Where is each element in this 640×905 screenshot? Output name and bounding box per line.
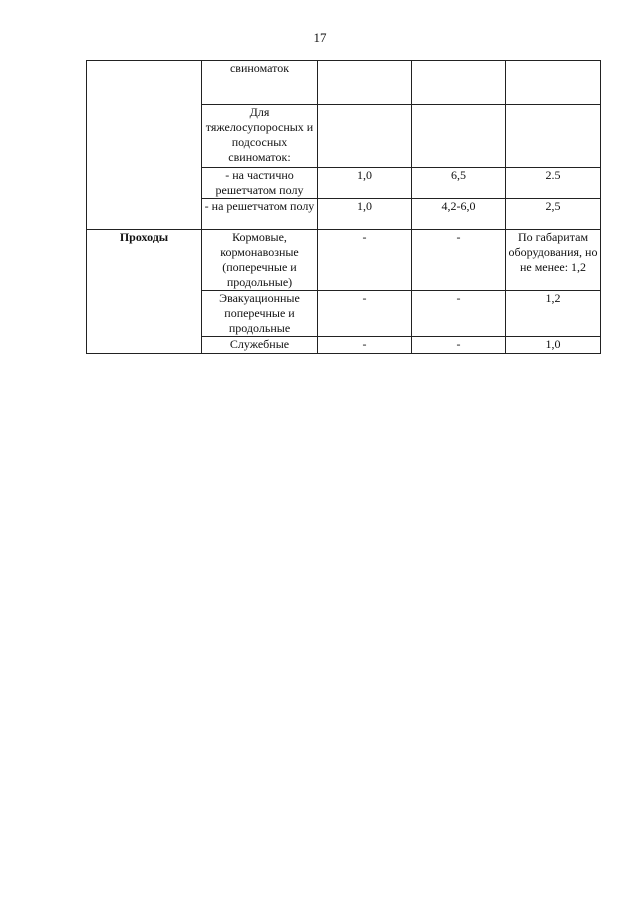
table-cell: 6,5 bbox=[412, 168, 506, 199]
spec-table bbox=[86, 60, 601, 354]
table-cell bbox=[87, 61, 202, 230]
table-cell: - bbox=[412, 337, 506, 354]
table-cell: Кормовые, кормонавозные (поперечные и продольные) bbox=[202, 230, 318, 291]
table-cell: - bbox=[412, 230, 506, 291]
table-cell bbox=[318, 61, 412, 105]
table-cell: 1,0 bbox=[506, 337, 601, 354]
table-cell: - на частично решетчатом полу bbox=[202, 168, 318, 199]
table-cell bbox=[318, 105, 412, 168]
table-row bbox=[87, 230, 601, 291]
table-cell: - bbox=[318, 337, 412, 354]
table-cell: Эвакуационные поперечные и продольные bbox=[202, 291, 318, 337]
section-label: Проходы bbox=[87, 230, 202, 354]
table-cell: По габаритам оборудования, но не менее: 1,2 bbox=[506, 230, 601, 291]
table-cell: - bbox=[412, 291, 506, 337]
table-cell: свиноматок bbox=[202, 61, 318, 105]
table-cell: - bbox=[318, 230, 412, 291]
table-cell: - на решетчатом полу bbox=[202, 199, 318, 230]
table-cell bbox=[412, 61, 506, 105]
table-cell: 1,0 bbox=[318, 168, 412, 199]
table-cell bbox=[506, 61, 601, 105]
table-cell bbox=[506, 105, 601, 168]
table-cell: Для тяжелосупоросных и подсосных свиноматок: bbox=[202, 105, 318, 168]
table-cell: 4,2-6,0 bbox=[412, 199, 506, 230]
table-cell: 2,5 bbox=[506, 199, 601, 230]
table-cell bbox=[412, 105, 506, 168]
page-number: 17 bbox=[313, 30, 327, 45]
table-cell: Служебные bbox=[202, 337, 318, 354]
table-cell: 2.5 bbox=[506, 168, 601, 199]
table-cell: 1,2 bbox=[506, 291, 601, 337]
table-cell: - bbox=[318, 291, 412, 337]
table-row bbox=[87, 61, 601, 105]
table-cell: 1,0 bbox=[318, 199, 412, 230]
